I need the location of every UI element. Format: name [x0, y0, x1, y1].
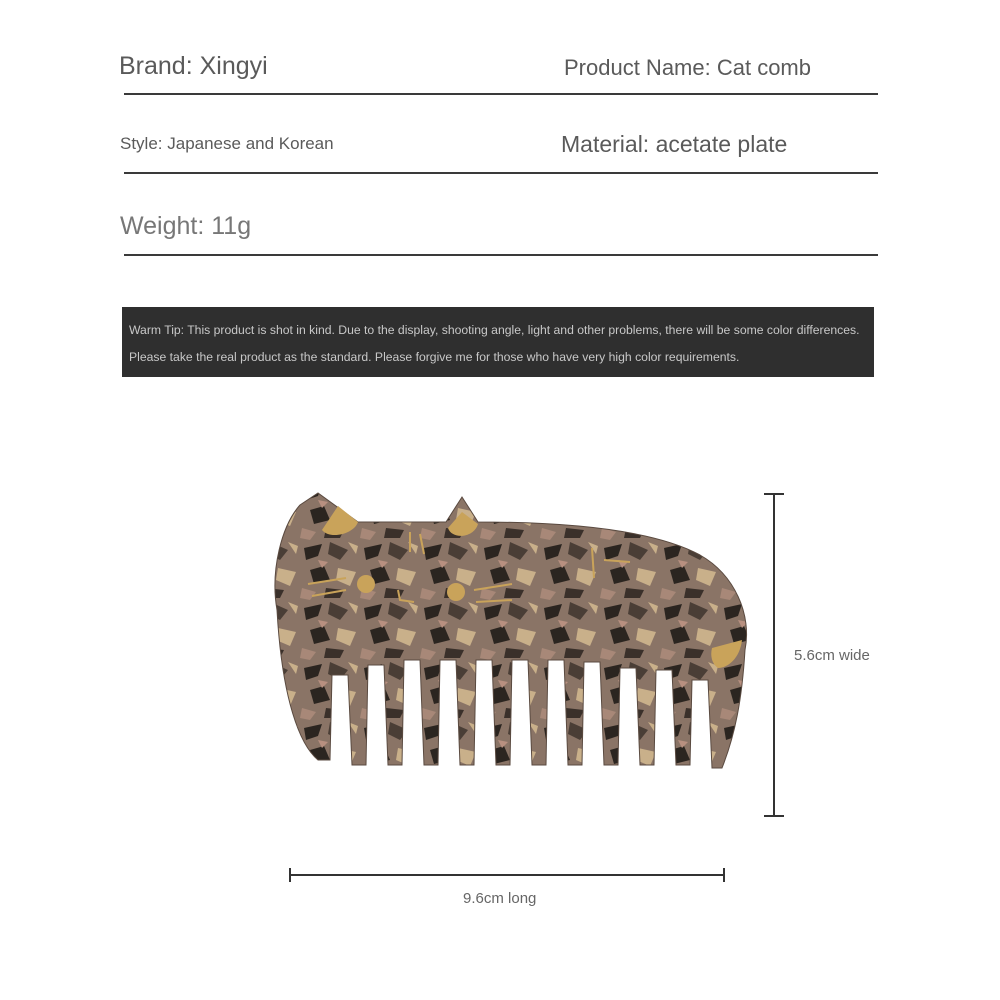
material-label: Material: acetate plate	[561, 131, 788, 157]
height-dimension-line	[764, 494, 784, 816]
left-eye-gold	[357, 575, 375, 593]
width-dimension-label: 5.6cm wide	[794, 647, 870, 664]
comb-body	[275, 493, 747, 768]
product-name-label: Product Name: Cat comb	[564, 55, 811, 80]
right-eye-gold	[447, 583, 465, 601]
length-dimension-line	[290, 868, 724, 882]
warm-tip-banner: Warm Tip: This product is shot in kind. Due to the display, shooting angle, light and other problems, there will be some color differences. Please take the real product as the standard. Please forgive me for those who have very high color requirements.	[122, 307, 874, 377]
weight-label: Weight: 11g	[120, 212, 252, 240]
brand-label: Brand: Xingyi	[119, 52, 268, 80]
length-dimension-label: 9.6cm long	[463, 890, 537, 907]
style-label: Style: Japanese and Korean	[120, 134, 334, 153]
